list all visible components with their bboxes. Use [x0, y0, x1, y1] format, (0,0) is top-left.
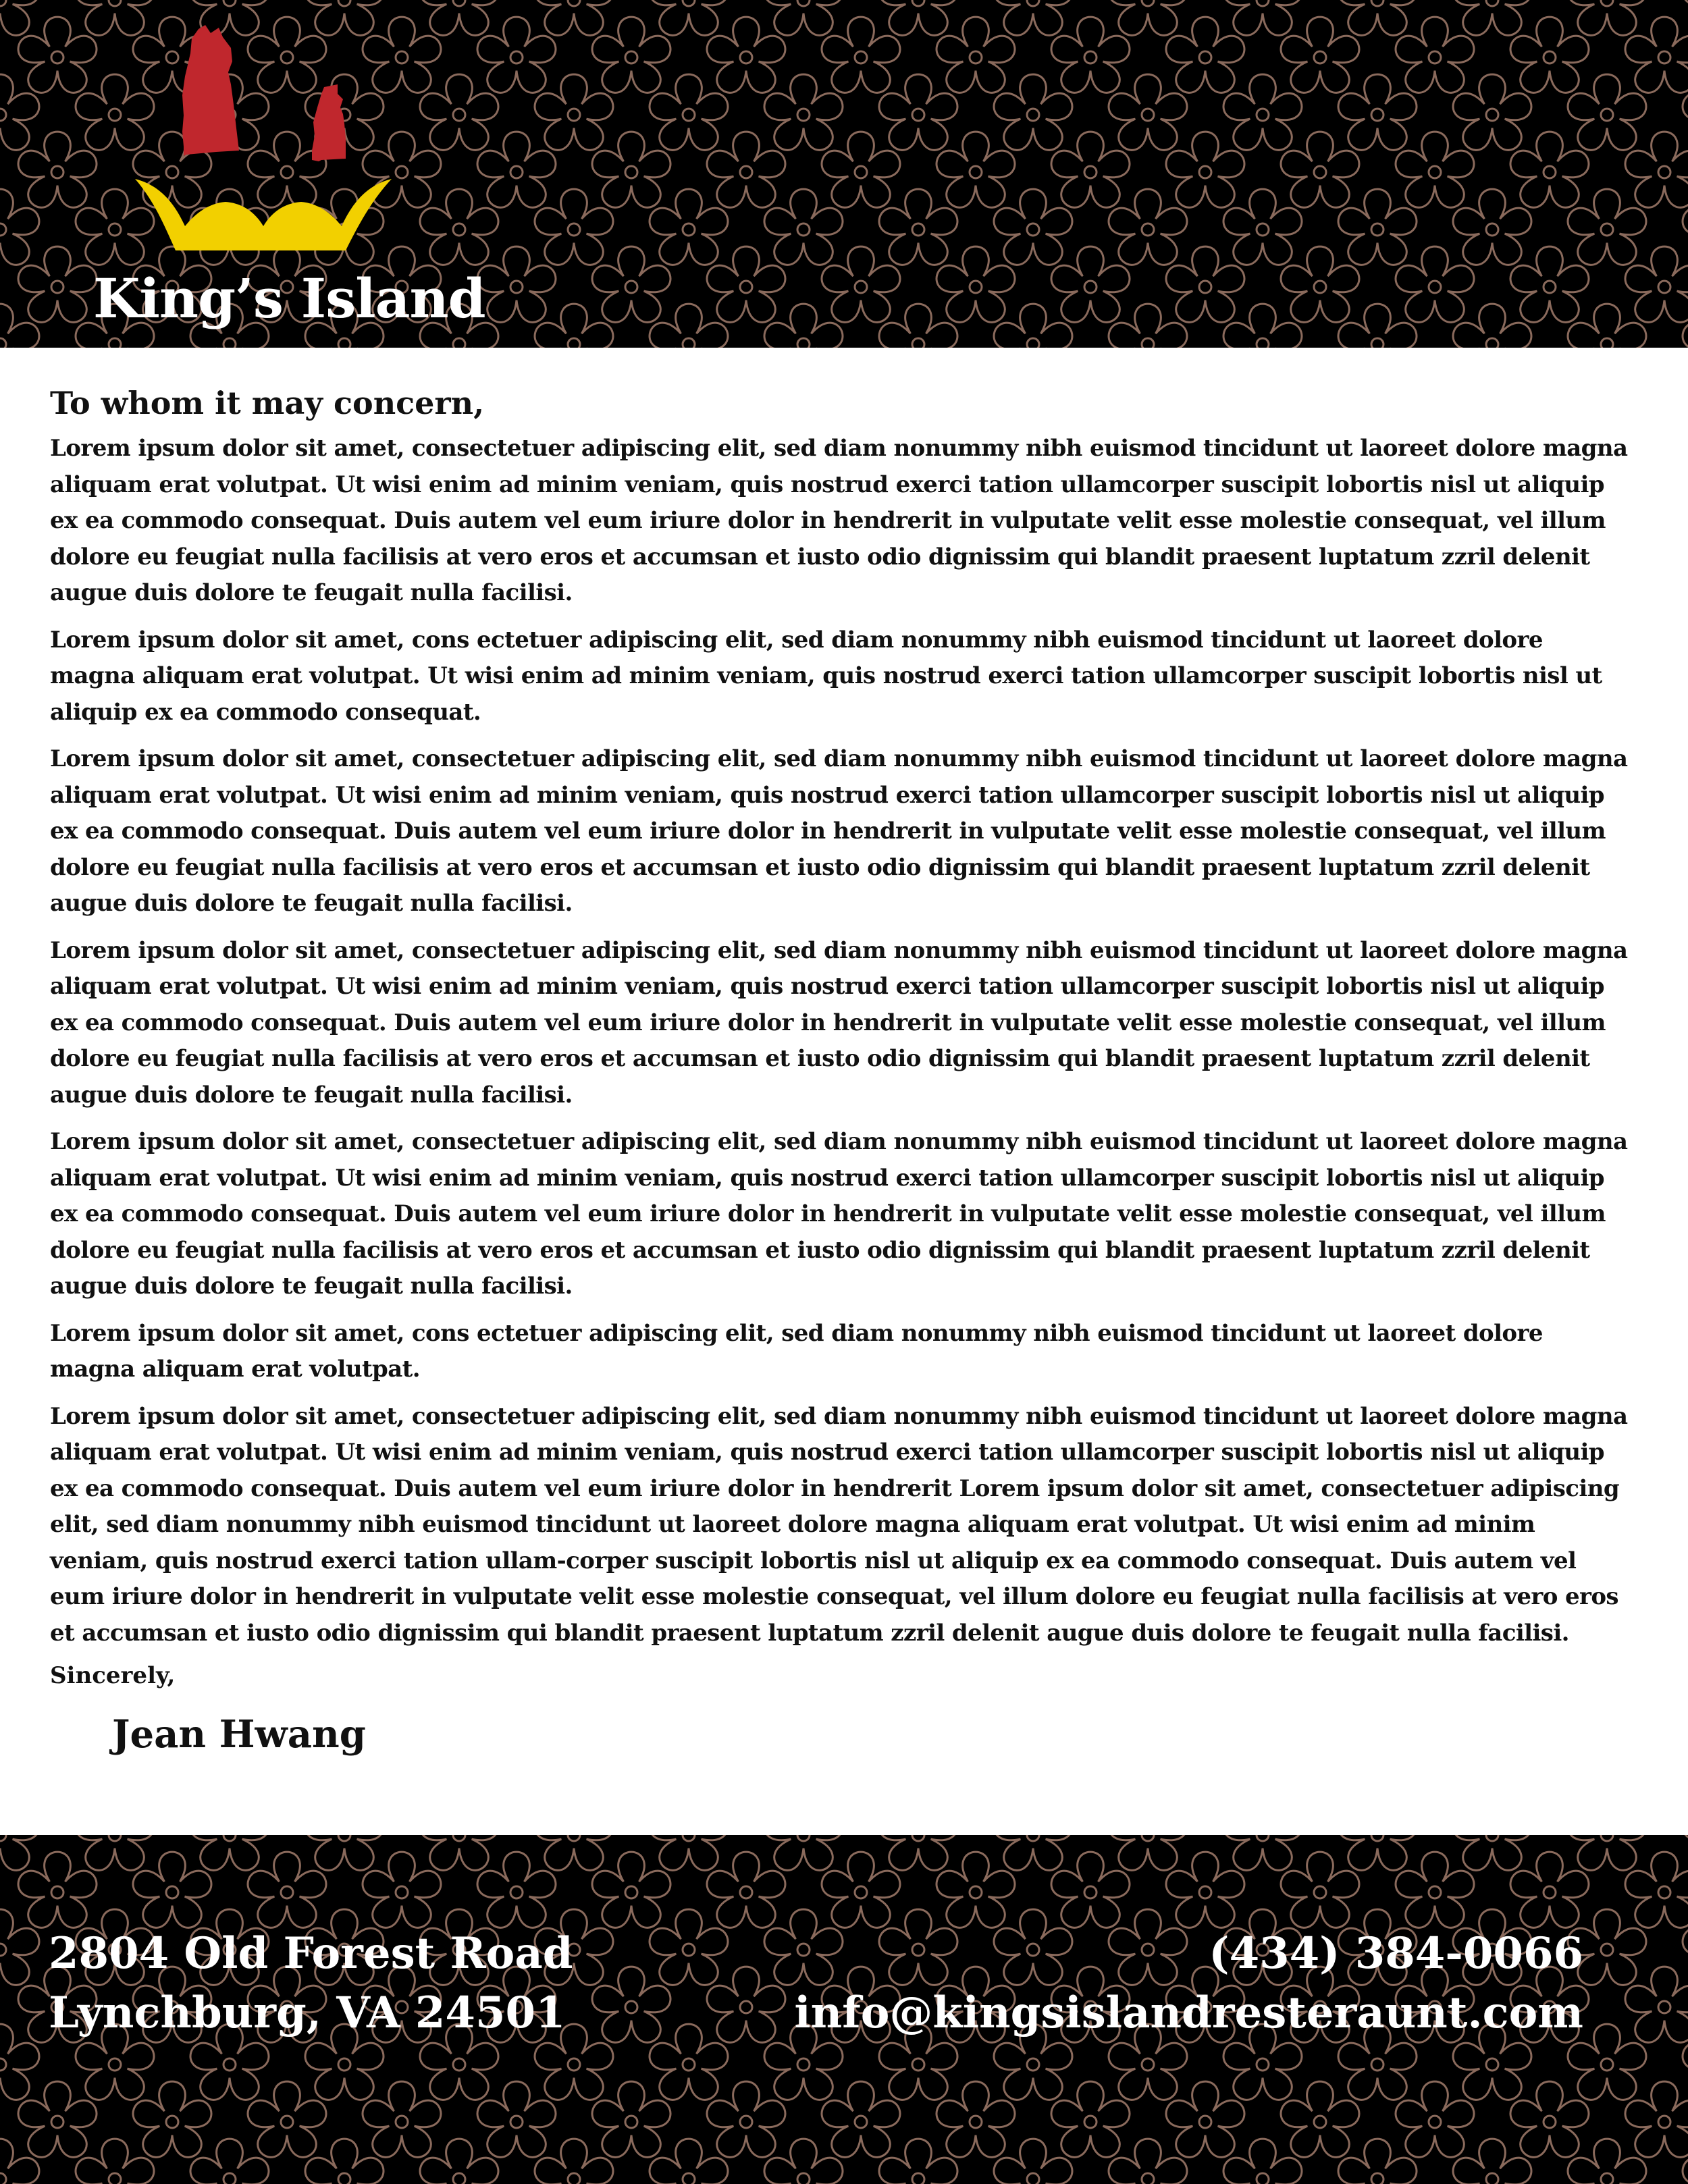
pattern-flower: [822, 132, 900, 207]
pattern-flower-center: [1658, 2001, 1670, 2013]
pattern-flower: [1568, 74, 1646, 150]
pattern-flower-center: [109, 1835, 121, 1841]
pattern-flower-center: [740, 1886, 752, 1898]
pattern-flower: [764, 74, 843, 150]
pattern-flower-center: [1142, 2173, 1154, 2184]
pattern-flower-center: [683, 2058, 695, 2071]
pattern-flower: [937, 2081, 1015, 2157]
pattern-flower: [592, 246, 670, 322]
pattern-flower-center: [109, 2173, 121, 2184]
letter-paragraph: Lorem ipsum dolor sit amet, cons ectetuer adipiscing elit, sed diam nonummy nibh euismod tincidunt ut laoreet dolore magna aliquam erat volutpat.: [50, 1319, 1543, 1383]
letter-paragraph: Lorem ipsum dolor sit amet, consectetuer adipiscing elit, sed diam nonummy nibh euismod tincidunt ut laoreet dolore magna aliquam erat volutpat. Ut wisi enim ad minim veniam, quis nostrud exerci tation ullamcorper suscipit lobortis nisl ut aliquip ex ea commodo consequat. Duis autem vel eum iriure dolor in hendrerit in vulputate velit esse molestie consequat, vel illum dolore eu feugiat nulla facilisis at vero eros et accumsan et iusto odio dignissim qui blandit praesent luptatum zzril delenit augue duis dolore te feugait nulla facilisi.: [50, 936, 1628, 1109]
pattern-flower: [1166, 17, 1244, 92]
pattern-flower-center: [1544, 2116, 1556, 2128]
pattern-flower-center: [338, 2173, 350, 2184]
pattern-flower-center: [568, 109, 580, 121]
pattern-flower: [1166, 2081, 1244, 2157]
pattern-flower: [1510, 2081, 1589, 2157]
pattern-flower: [1166, 1852, 1244, 1927]
pattern-flower: [592, 1967, 670, 2042]
pattern-flower-center: [1544, 1886, 1556, 1898]
pattern-flower-center: [1486, 338, 1498, 348]
pattern-flower: [650, 2024, 728, 2100]
pattern-flower-center: [109, 223, 121, 236]
pattern-flower-center: [568, 338, 580, 348]
pattern-flower: [937, 17, 1015, 92]
contact-block: [794, 1924, 1583, 2043]
pattern-flower: [707, 17, 785, 92]
pattern-flower-center: [223, 2058, 236, 2071]
pattern-flower-center: [510, 166, 523, 178]
pattern-flower: [1338, 189, 1417, 265]
pattern-flower-center: [1429, 281, 1441, 293]
letter-signature: Jean Hwang: [112, 1712, 366, 1757]
pattern-flower-center: [912, 109, 924, 121]
pattern-flower: [420, 189, 498, 265]
pattern-flower-center: [1199, 1886, 1211, 1898]
pattern-flower-center: [740, 51, 752, 63]
pattern-flower: [1396, 246, 1474, 322]
pattern-flower-center: [1027, 2058, 1039, 2071]
pattern-flower-center: [453, 1835, 465, 1841]
crown-hull-shape: [135, 179, 392, 250]
pattern-flower-center: [1314, 166, 1326, 178]
pattern-flower-center: [625, 281, 637, 293]
pattern-flower-center: [683, 223, 695, 236]
pattern-flower: [1683, 189, 1688, 265]
pattern-flower: [592, 17, 670, 92]
pattern-flower-center: [1027, 0, 1039, 6]
pattern-flower: [133, 2081, 211, 2157]
pattern-flower-center: [1257, 1835, 1269, 1841]
pattern-flower-center: [683, 109, 695, 121]
pattern-flower-center: [1199, 2116, 1211, 2128]
pattern-flower-center: [1027, 2173, 1039, 2184]
pattern-flower: [18, 2081, 97, 2157]
pattern-flower-center: [1084, 281, 1097, 293]
pattern-flower-center: [683, 1835, 695, 1841]
pattern-flower-center: [1601, 0, 1613, 6]
pattern-flower-center: [625, 166, 637, 178]
pattern-flower-center: [625, 2001, 637, 2013]
pattern-flower-center: [740, 2116, 752, 2128]
pattern-flower-center: [1601, 2058, 1613, 2071]
pattern-flower-center: [1601, 1944, 1613, 1956]
pattern-flower-center: [1371, 223, 1383, 236]
pattern-flower-center: [1658, 1886, 1670, 1898]
pattern-flower: [477, 132, 556, 207]
pattern-flower: [650, 189, 728, 265]
pattern-flower-center: [338, 2058, 350, 2071]
pattern-flower: [1396, 17, 1474, 92]
letter-greeting: To whom it may concern,: [50, 385, 485, 421]
pattern-flower-center: [1142, 109, 1154, 121]
pattern-flower-center: [683, 1944, 695, 1956]
pattern-flower-center: [683, 2173, 695, 2184]
pattern-flower-center: [0, 1835, 6, 1841]
pattern-flower-center: [625, 2116, 637, 2128]
pattern-flower-center: [1486, 2173, 1498, 2184]
pattern-flower: [937, 246, 1015, 322]
pattern-flower-center: [1027, 338, 1039, 348]
pattern-flower-center: [453, 0, 465, 6]
pattern-flower-center: [109, 109, 121, 121]
pattern-flower: [1281, 246, 1359, 322]
pattern-flower: [1281, 132, 1359, 207]
pattern-flower-center: [797, 223, 810, 236]
pattern-flower: [1051, 132, 1130, 207]
pattern-flower-center: [855, 281, 867, 293]
pattern-flower: [592, 2081, 670, 2157]
address-city: Lynchburg, VA 24501: [49, 1988, 566, 2038]
letter-paragraph: Lorem ipsum dolor sit amet, cons ectetuer adipiscing elit, sed diam nonummy nibh euismod tincidunt ut laoreet dolore magna aliquam erat volutpat. Ut wisi enim ad minim veniam, quis nostrud exerci tation ullamcorper suscipit lobortis nisl ut aliquip ex ea commodo consequat.: [50, 626, 1602, 726]
email-address[interactable]: info@kingsislandresteraunt.com: [794, 1988, 1583, 2038]
pattern-flower-center: [568, 1835, 580, 1841]
pattern-flower: [1683, 304, 1688, 348]
pattern-flower-center: [396, 166, 408, 178]
pattern-flower-center: [1429, 1886, 1441, 1898]
pattern-flower-center: [1429, 2116, 1441, 2128]
pattern-flower-center: [338, 0, 350, 6]
pattern-flower-center: [1371, 2058, 1383, 2071]
pattern-flower-center: [166, 2116, 178, 2128]
letter-paragraph: Lorem ipsum dolor sit amet, consectetuer adipiscing elit, sed diam nonummy nibh euismod tincidunt ut laoreet dolore magna aliquam erat volutpat. Ut wisi enim ad minim veniam, quis nostrud exerci tation ullamcorper suscipit lobortis nisl ut aliquip ex ea commodo consequat. Duis autem vel eum iriure dolor in hendrerit Lorem ipsum dolor sit amet, consectetuer adipiscing elit, sed diam nonummy nibh euismod tincidunt ut laoreet dolore magna aliquam erat volutpat. Ut wisi enim ad minim veniam, quis nostrud exerci tation ullam-corper suscipit lobortis nisl ut aliquip ex ea commodo consequat. Duis autem vel eum iriure dolor in hendrerit in vulputate velit esse molestie consequat, vel illum dolore eu feugiat nulla facilisis at vero eros et accumsan et iusto odio dignissim qui blandit praesent luptatum zzril delenit augue duis dolore te feugait nulla facilisi.: [50, 1402, 1628, 1647]
pattern-flower-center: [1601, 223, 1613, 236]
pattern-flower-center: [1544, 166, 1556, 178]
pattern-flower-center: [1314, 51, 1326, 63]
pattern-flower: [248, 2081, 326, 2157]
pattern-flower-center: [510, 2116, 523, 2128]
pattern-flower-center: [1084, 51, 1097, 63]
pattern-flower: [1051, 1852, 1130, 1927]
pattern-flower-center: [1486, 0, 1498, 6]
pattern-flower-center: [912, 223, 924, 236]
pattern-flower-center: [1257, 109, 1269, 121]
pattern-flower-center: [683, 0, 695, 6]
pattern-flower: [363, 2081, 441, 2157]
pattern-flower-center: [1371, 109, 1383, 121]
pattern-flower-center: [1257, 2058, 1269, 2071]
pattern-flower-center: [0, 2058, 6, 2071]
pattern-flower-center: [1486, 223, 1498, 236]
pattern-flower-center: [1658, 2116, 1670, 2128]
pattern-flower-center: [568, 0, 580, 6]
pattern-flower-center: [797, 338, 810, 348]
pattern-flower: [879, 74, 957, 150]
pattern-flower: [937, 1852, 1015, 1927]
pattern-flower-center: [396, 2116, 408, 2128]
pattern-flower-center: [109, 0, 121, 6]
pattern-flower-center: [1601, 109, 1613, 121]
pattern-flower: [1683, 0, 1688, 35]
pattern-flower: [1109, 189, 1187, 265]
pattern-flower: [1453, 189, 1531, 265]
pattern-flower-center: [166, 1886, 178, 1898]
pattern-flower: [1568, 189, 1646, 265]
pattern-flower-center: [797, 2173, 810, 2184]
pattern-flower-center: [1142, 338, 1154, 348]
pattern-flower-center: [797, 109, 810, 121]
pattern-flower-center: [568, 2058, 580, 2071]
pattern-flower-center: [396, 1886, 408, 1898]
pattern-flower: [1683, 2024, 1688, 2100]
pattern-flower: [1338, 74, 1417, 150]
pattern-flower: [822, 17, 900, 92]
pattern-flower-center: [740, 281, 752, 293]
pattern-flower-center: [453, 2058, 465, 2071]
brand-name: King’s Island: [93, 267, 485, 330]
pattern-flower: [707, 132, 785, 207]
pattern-flower-center: [970, 51, 982, 63]
pattern-flower-center: [1142, 1835, 1154, 1841]
pattern-flower: [248, 1852, 326, 1927]
pattern-flower: [707, 2081, 785, 2157]
pattern-flower: [1683, 74, 1688, 150]
pattern-flower: [133, 1852, 211, 1927]
pattern-flower-center: [1199, 166, 1211, 178]
pattern-flower-center: [0, 2173, 6, 2184]
pattern-flower-center: [1314, 281, 1326, 293]
pattern-flower-center: [453, 338, 465, 348]
pattern-flower: [1281, 17, 1359, 92]
pattern-flower-center: [1257, 223, 1269, 236]
pattern-flower: [1396, 2081, 1474, 2157]
pattern-flower-center: [0, 338, 6, 348]
pattern-flower-center: [1544, 281, 1556, 293]
junk-boat-logo-icon: [135, 24, 392, 253]
pattern-flower-center: [453, 109, 465, 121]
pattern-flower-center: [0, 109, 6, 121]
pattern-flower-center: [1142, 2058, 1154, 2071]
pattern-flower: [0, 1835, 39, 1870]
pattern-flower-center: [1658, 166, 1670, 178]
pattern-flower-center: [0, 223, 6, 236]
pattern-flower: [994, 74, 1072, 150]
pattern-flower: [592, 1852, 670, 1927]
pattern-flower: [650, 1909, 728, 1985]
pattern-flower-center: [338, 338, 350, 348]
pattern-flower-center: [223, 2173, 236, 2184]
pattern-flower-center: [1429, 51, 1441, 63]
pattern-flower: [18, 132, 97, 207]
address-street: 2804 Old Forest Road: [49, 1928, 573, 1979]
pattern-flower-center: [1314, 1886, 1326, 1898]
pattern-flower: [1166, 246, 1244, 322]
pattern-flower-center: [855, 51, 867, 63]
letter-closing: Sincerely,: [50, 1662, 176, 1689]
letter-paragraph: Lorem ipsum dolor sit amet, consectetuer adipiscing elit, sed diam nonummy nibh euismod tincidunt ut laoreet dolore magna aliquam erat volutpat. Ut wisi enim ad minim veniam, quis nostrud exerci tation ullamcorper suscipit lobortis nisl ut aliquip ex ea commodo consequat. Duis autem vel eum iriure dolor in hendrerit in vulputate velit esse molestie consequat, vel illum dolore eu feugiat nulla facilisis at vero eros et accumsan et iusto odio dignissim qui blandit praesent luptatum zzril delenit augue duis dolore te feugait nulla facilisi.: [50, 745, 1628, 917]
pattern-flower-center: [912, 1835, 924, 1841]
pattern-flower-center: [51, 1886, 63, 1898]
pattern-flower-center: [396, 51, 408, 63]
pattern-flower-center: [855, 1886, 867, 1898]
pattern-flower: [822, 246, 900, 322]
pattern-flower-center: [1314, 2116, 1326, 2128]
pattern-flower-center: [1084, 2116, 1097, 2128]
pattern-flower-center: [51, 166, 63, 178]
pattern-flower: [937, 132, 1015, 207]
pattern-flower-center: [1371, 0, 1383, 6]
pattern-flower: [477, 17, 556, 92]
pattern-flower-center: [568, 223, 580, 236]
pattern-flower-center: [740, 166, 752, 178]
pattern-flower-center: [1257, 2173, 1269, 2184]
pattern-flower-center: [1601, 338, 1613, 348]
pattern-flower: [477, 1852, 556, 1927]
pattern-flower: [1051, 17, 1130, 92]
pattern-flower: [994, 189, 1072, 265]
pattern-flower: [1051, 246, 1130, 322]
pattern-flower-center: [51, 281, 63, 293]
small-sail-shape: [312, 84, 346, 161]
pattern-flower: [707, 1852, 785, 1927]
pattern-flower-center: [0, 0, 6, 6]
pattern-flower: [477, 246, 556, 322]
pattern-flower: [822, 2081, 900, 2157]
pattern-flower: [1281, 1852, 1359, 1927]
pattern-flower-center: [223, 1835, 236, 1841]
pattern-flower: [592, 132, 670, 207]
pattern-flower: [1396, 132, 1474, 207]
pattern-flower-center: [281, 1886, 293, 1898]
pattern-flower-center: [1084, 1886, 1097, 1898]
large-sail-shape: [182, 25, 239, 156]
pattern-flower: [0, 0, 39, 35]
address-block: [49, 1924, 573, 2043]
pattern-flower-center: [912, 2173, 924, 2184]
pattern-flower: [1510, 246, 1589, 322]
phone-number[interactable]: (434) 384-0066: [1209, 1928, 1583, 1979]
pattern-flower: [822, 1852, 900, 1927]
pattern-flower-center: [683, 338, 695, 348]
pattern-flower-center: [510, 281, 523, 293]
pattern-flower-center: [1257, 0, 1269, 6]
pattern-flower-center: [109, 338, 121, 348]
pattern-flower-center: [1142, 223, 1154, 236]
pattern-flower-center: [1257, 338, 1269, 348]
pattern-flower-center: [51, 2116, 63, 2128]
pattern-flower-center: [51, 51, 63, 63]
pattern-flower-center: [109, 2058, 121, 2071]
pattern-flower-center: [912, 0, 924, 6]
pattern-flower-center: [797, 2058, 810, 2071]
pattern-flower-center: [1371, 1835, 1383, 1841]
pattern-flower-center: [855, 166, 867, 178]
pattern-flower: [764, 189, 843, 265]
pattern-flower: [1683, 2139, 1688, 2184]
pattern-flower-center: [1371, 2173, 1383, 2184]
pattern-flower: [477, 2081, 556, 2157]
pattern-flower: [1223, 189, 1302, 265]
pattern-flower: [420, 74, 498, 150]
pattern-flower-center: [1486, 1835, 1498, 1841]
pattern-flower: [1683, 1909, 1688, 1985]
pattern-flower-center: [912, 2058, 924, 2071]
pattern-flower-center: [0, 1944, 6, 1956]
pattern-flower-center: [281, 2116, 293, 2128]
pattern-flower-center: [740, 2001, 752, 2013]
pattern-flower-center: [1084, 166, 1097, 178]
pattern-flower-center: [568, 2173, 580, 2184]
pattern-flower-center: [970, 1886, 982, 1898]
pattern-flower-center: [1486, 2058, 1498, 2071]
pattern-flower-center: [510, 51, 523, 63]
pattern-flower-center: [1429, 166, 1441, 178]
pattern-flower-center: [797, 0, 810, 6]
pattern-flower-center: [1199, 51, 1211, 63]
pattern-flower: [1281, 2081, 1359, 2157]
pattern-flower-center: [797, 1835, 810, 1841]
pattern-flower: [1051, 2081, 1130, 2157]
letter-paragraph: Lorem ipsum dolor sit amet, consectetuer adipiscing elit, sed diam nonummy nibh euismod tincidunt ut laoreet dolore magna aliquam erat volutpat. Ut wisi enim ad minim veniam, quis nostrud exerci tation ullamcorper suscipit lobortis nisl ut aliquip ex ea commodo consequat. Duis autem vel eum iriure dolor in hendrerit in vulputate velit esse molestie consequat, vel illum dolore eu feugiat nulla facilisis at vero eros et accumsan et iusto odio dignissim qui blandit praesent luptatum zzril delenit augue duis dolore te feugait nulla facilisi.: [50, 435, 1628, 606]
pattern-flower-center: [1544, 51, 1556, 63]
pattern-flower: [1510, 17, 1589, 92]
pattern-flower: [1396, 1852, 1474, 1927]
pattern-flower: [535, 74, 613, 150]
pattern-flower-center: [338, 1835, 350, 1841]
pattern-flower-center: [453, 223, 465, 236]
pattern-flower: [1223, 74, 1302, 150]
pattern-flower-center: [453, 2173, 465, 2184]
pattern-flower-center: [223, 0, 236, 6]
pattern-flower: [18, 1852, 97, 1927]
pattern-flower-center: [1658, 281, 1670, 293]
pattern-flower: [1166, 132, 1244, 207]
pattern-flower-center: [1027, 109, 1039, 121]
letter-paragraph: Lorem ipsum dolor sit amet, consectetuer adipiscing elit, sed diam nonummy nibh euismod tincidunt ut laoreet dolore magna aliquam erat volutpat. Ut wisi enim ad minim veniam, quis nostrud exerci tation ullamcorper suscipit lobortis nisl ut aliquip ex ea commodo consequat. Duis autem vel eum iriure dolor in hendrerit in vulputate velit esse molestie consequat, vel illum dolore eu feugiat nulla facilisis at vero eros et accumsan et iusto odio dignissim qui blandit praesent luptatum zzril delenit augue duis dolore te feugait nulla facilisi.: [50, 1128, 1628, 1300]
pattern-flower-center: [855, 2116, 867, 2128]
pattern-flower: [707, 246, 785, 322]
pattern-flower: [1683, 1835, 1688, 1870]
pattern-flower: [1510, 132, 1589, 207]
letter-body: [50, 385, 1630, 1757]
pattern-flower-center: [970, 281, 982, 293]
pattern-flower: [535, 189, 613, 265]
pattern-flower-center: [912, 338, 924, 348]
pattern-flower-center: [1658, 51, 1670, 63]
pattern-flower: [650, 74, 728, 150]
pattern-flower-center: [970, 2116, 982, 2128]
pattern-flower-center: [1027, 223, 1039, 236]
pattern-flower: [1109, 74, 1187, 150]
pattern-flower-center: [625, 51, 637, 63]
pattern-flower-center: [1601, 2173, 1613, 2184]
pattern-flower: [707, 1967, 785, 2042]
pattern-flower: [1510, 1852, 1589, 1927]
pattern-flower-center: [1371, 338, 1383, 348]
pattern-flower-center: [223, 338, 236, 348]
pattern-flower-center: [1486, 109, 1498, 121]
header-band: [0, 0, 1688, 348]
pattern-flower-center: [510, 1886, 523, 1898]
pattern-flower-center: [970, 166, 982, 178]
pattern-flower-center: [625, 1886, 637, 1898]
pattern-flower: [18, 246, 97, 322]
pattern-flower: [363, 1852, 441, 1927]
pattern-flower-center: [1601, 1835, 1613, 1841]
pattern-flower: [18, 17, 97, 92]
pattern-flower: [879, 189, 957, 265]
pattern-flower-center: [1142, 0, 1154, 6]
pattern-flower: [1453, 74, 1531, 150]
pattern-flower-center: [1027, 1835, 1039, 1841]
pattern-flower-center: [1199, 281, 1211, 293]
